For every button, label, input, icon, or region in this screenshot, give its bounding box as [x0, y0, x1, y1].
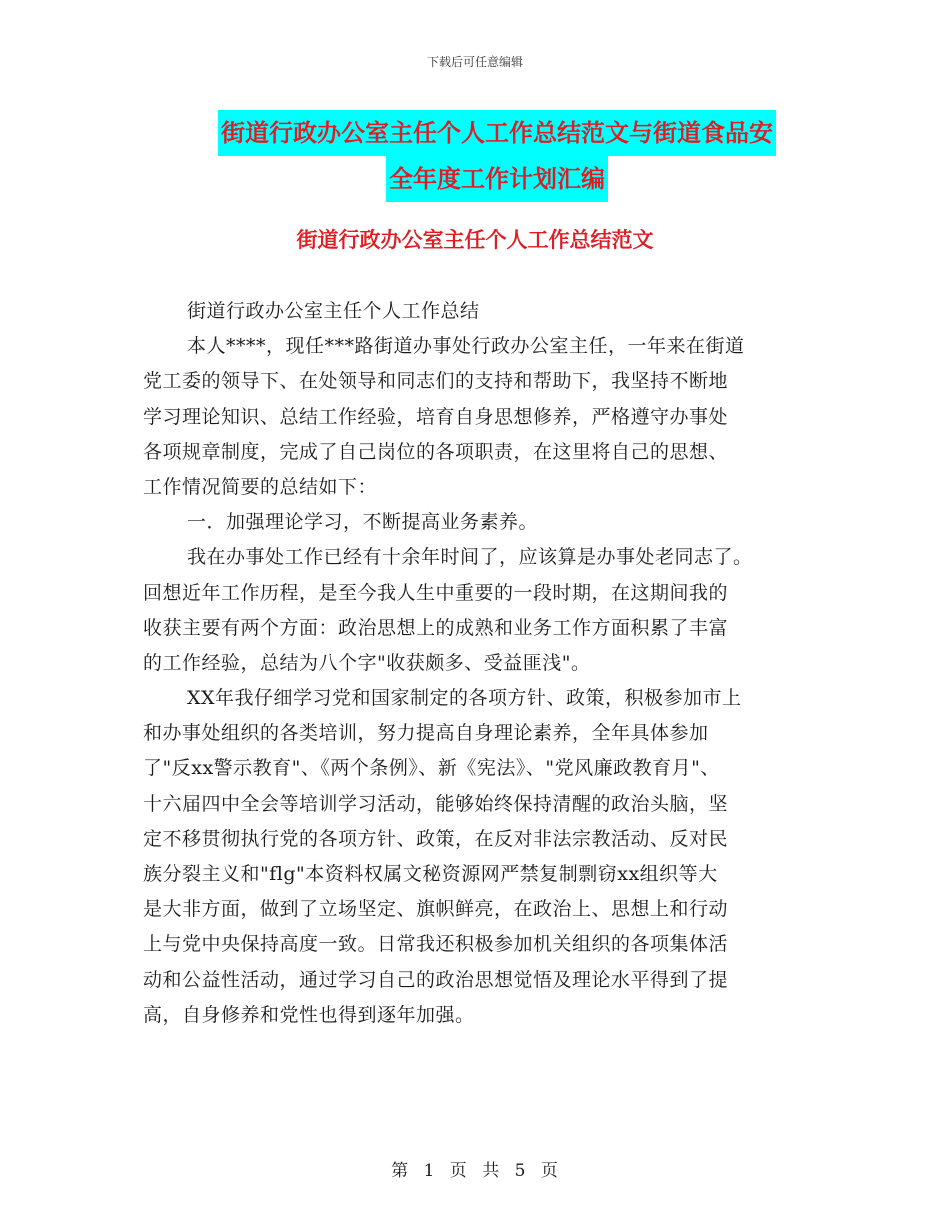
body-line: 党工委的领导下、在处领导和同志们的支持和帮助下，我坚持不断地 — [143, 370, 729, 393]
body-line: 上与党中央保持高度一致。日常我还积极参加机关组织的各项集体活 — [143, 933, 729, 956]
header-note: 下载后可任意编辑 — [426, 55, 523, 69]
footer-total-pages: 5 — [514, 1161, 527, 1181]
body-line: 一．加强理论学习，不断提高业务素养。 — [187, 511, 539, 534]
section-heading: 街道行政办公室主任个人工作总结范文 — [296, 228, 654, 252]
body-line: 回想近年工作历程，是至今我人生中重要的一段时期，在这期间我的 — [143, 581, 729, 604]
footer-gong: 共 — [482, 1161, 501, 1181]
body-line: 街道行政办公室主任个人工作总结 — [187, 300, 480, 322]
document-title — [192, 110, 802, 202]
body-line: 我在办事处工作已经有十余年时间了，应该算是办事处老同志了。 — [187, 546, 753, 569]
body-text — [143, 294, 813, 1033]
body-line: 本人****，现任***路街道办事处行政办公室主任，一年来在街道 — [187, 335, 745, 358]
body-line: 收获主要有两个方面：政治思想上的成熟和业务工作方面积累了丰富 — [143, 616, 729, 639]
body-line: 工作情况简要的总结如下： — [143, 475, 378, 498]
page-footer — [0, 1156, 950, 1181]
body-line: 的工作经验，总结为八个字"收获颇多、受益匪浅"。 — [143, 651, 591, 674]
body-line: 了"反xx警示教育"、《两个条例》、新《宪法》、"党风廉政教育月"、 — [143, 757, 720, 780]
body-line: 族分裂主义和"flg"本资料权属文秘资源网严禁复制剽窃xx组织等大 — [143, 863, 718, 885]
title-line-1: 街道行政办公室主任个人工作总结范文与街道食品安 — [218, 110, 776, 156]
body-line: 是大非方面，做到了立场坚定、旗帜鲜亮，在政治上、思想上和行动 — [143, 898, 729, 921]
body-line: 和办事处组织的各类培训，努力提高自身理论素养，全年具体参加 — [143, 722, 709, 745]
footer-ye-2: 页 — [540, 1161, 559, 1181]
footer-page-number: 1 — [423, 1161, 436, 1181]
body-line: 各项规章制度，完成了自己岗位的各项职责，在这里将自己的思想、 — [143, 440, 729, 463]
body-line: 动和公益性活动，通过学习自己的政治思想觉悟及理论水平得到了提 — [143, 968, 729, 991]
title-line-2: 全年度工作计划汇编 — [386, 156, 608, 202]
body-line: 十六届四中全会等培训学习活动，能够始终保持清醒的政治头脑，坚 — [143, 792, 729, 815]
body-line: XX年我仔细学习党和国家制定的各项方针、政策，积极参加市上 — [187, 687, 742, 710]
footer-ye: 页 — [449, 1161, 468, 1181]
body-line: 定不移贯彻执行党的各项方针、政策，在反对非法宗教活动、反对民 — [143, 827, 729, 850]
body-line: 高，自身修养和党性也得到逐年加强。 — [143, 1003, 475, 1026]
footer-di: 第 — [391, 1161, 410, 1181]
body-line: 学习理论知识、总结工作经验，培育自身思想修养，严格遵守办事处 — [143, 405, 729, 428]
